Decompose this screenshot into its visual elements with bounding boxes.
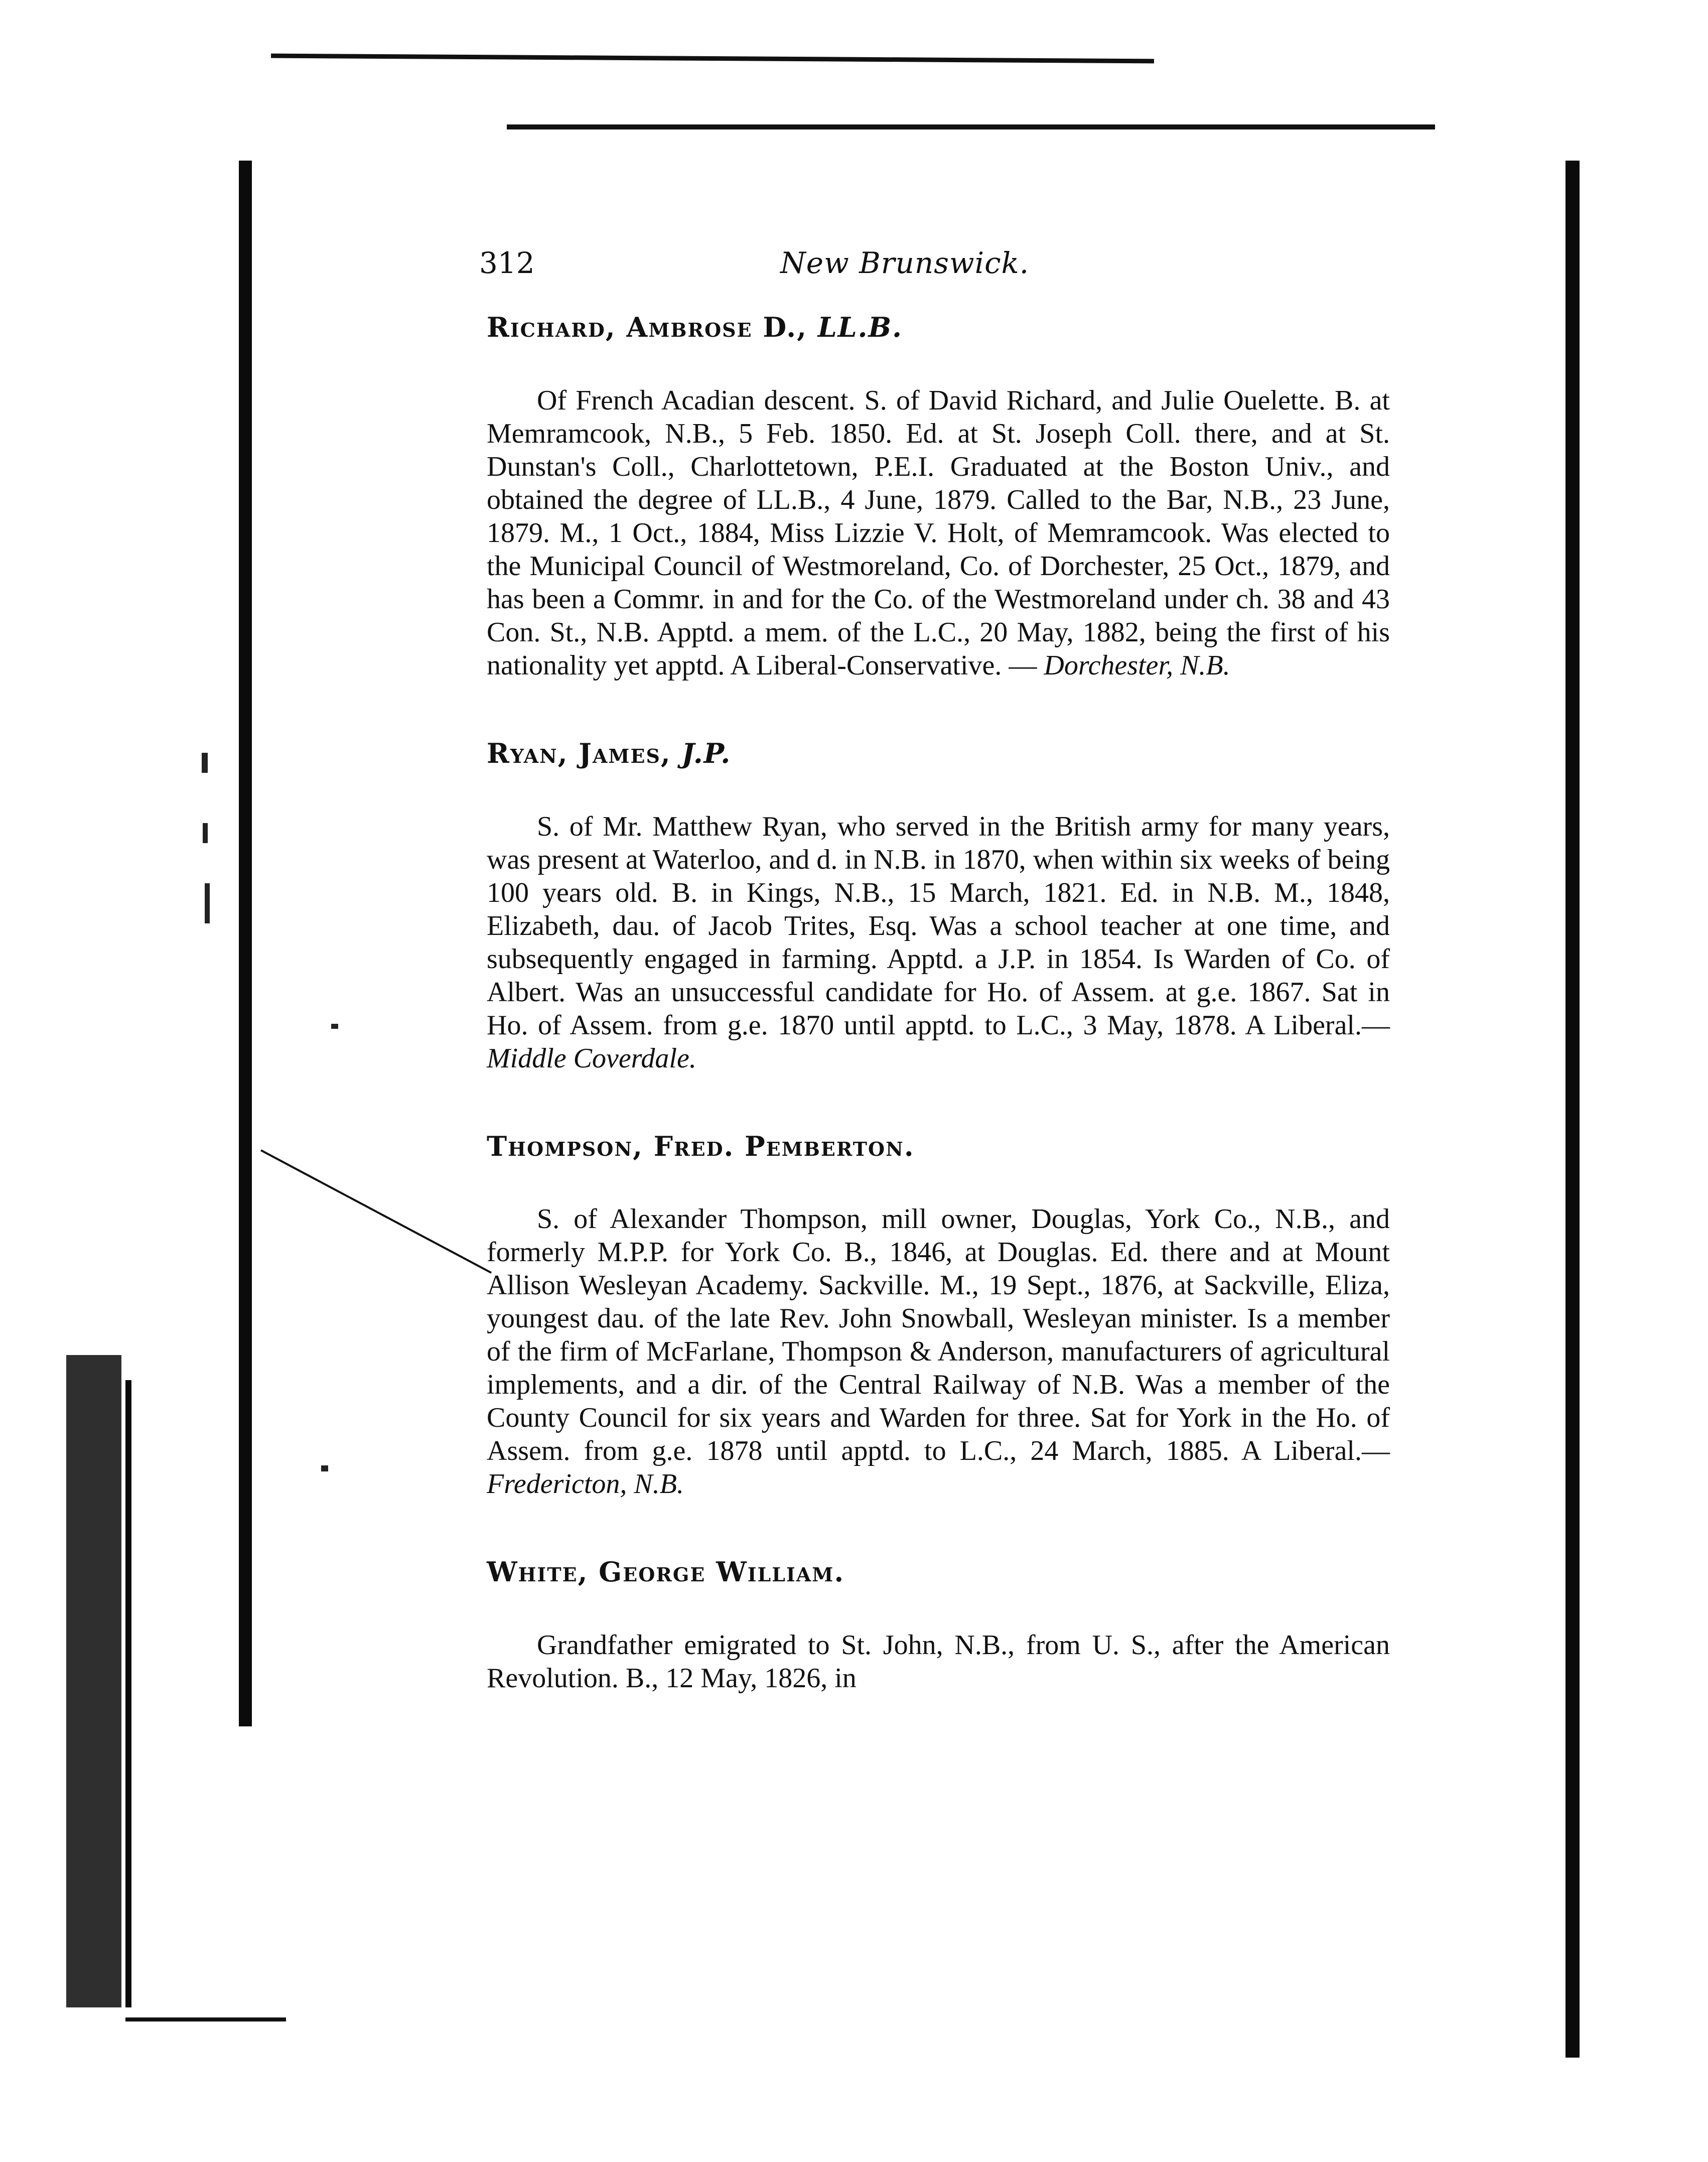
entry-name: Ryan, James, bbox=[487, 737, 671, 769]
entry-name: Richard, Ambrose D., bbox=[487, 311, 807, 343]
entry-text: S. of Alexander Thompson, mill owner, Douglas, York Co., N.B., and formerly M.P.P. for York Co. B., 1846, at Douglas. Ed. there and at Mount Allison Wesleyan Academy. Sackville. M., 19 Sept., 1876, at Sackville, Eliza, youngest dau. of the late Rev. John Snowball, Wesleyan minister. Is a member of the firm of McFarlane, Thompson & Anderson, manufacturers of agricultural implements, and a dir. of the Central Railway of N.B. Was a member of the County Council for six years and Warden for three. Sat for York in the Ho. of Assem. from g.e. 1878 until apptd. to L.C., 24 March, 1885. A Liberal.— bbox=[487, 1203, 1390, 1467]
scan-left-binding-edge bbox=[239, 161, 252, 1726]
entry-thompson bbox=[487, 1130, 1390, 1501]
scan-left-binding-line bbox=[125, 1380, 131, 2007]
entry-white bbox=[487, 1556, 1390, 1695]
entry-credentials: LL.B. bbox=[817, 311, 903, 343]
entry-residence: Middle Coverdale. bbox=[487, 1042, 696, 1074]
entry-residence: Fredericton, N.B. bbox=[487, 1468, 684, 1500]
running-head: New Brunswick. bbox=[780, 246, 1030, 280]
entry-name: Thompson, Fred. Pemberton. bbox=[487, 1130, 915, 1162]
entry-heading bbox=[487, 1130, 1390, 1163]
entry-text: S. of Mr. Matthew Ryan, who served in the British army for many years, was present at Waterloo, and d. in N.B. in 1870, when within six weeks of being 100 years old. B. in Kings, N.B., 15 March, 1821. Ed. in N.B. M., 1848, Elizabeth, dau. of Jacob Trites, Esq. Was a school teacher at one time, and subsequently engaged in farming. Apptd. a J.P. in 1854. Is Warden of Co. of Albert. Was an unsuccessful candidate for Ho. of Assem. at g.e. 1867. Sat in Ho. of Assem. from g.e. 1870 until apptd. to L.C., 3 May, 1878. A Liberal.— bbox=[487, 810, 1390, 1041]
scan-left-binding-shadow bbox=[66, 1355, 121, 2007]
entry-richard bbox=[487, 311, 1390, 682]
scan-speck bbox=[331, 1024, 338, 1029]
entry-text: Grandfather emigrated to St. John, N.B., from U. S., after the American Revolution. B., 12 May, 1826, in bbox=[487, 1630, 1390, 1694]
scan-diagonal-stroke bbox=[260, 1149, 492, 1274]
scan-right-edge bbox=[1565, 161, 1580, 2058]
entry-heading bbox=[487, 737, 1390, 770]
scan-speck bbox=[202, 753, 208, 773]
scan-bottom-left-rule bbox=[125, 2017, 286, 2021]
page-number: 312 bbox=[479, 246, 535, 280]
entry-credentials: J.P. bbox=[681, 737, 732, 769]
entry-body bbox=[487, 384, 1390, 682]
biography-entries bbox=[487, 311, 1390, 1750]
scan-top-rule-long bbox=[507, 124, 1435, 129]
scan-speck bbox=[203, 823, 208, 843]
entry-name: White, George William. bbox=[487, 1556, 845, 1588]
scan-speck bbox=[321, 1465, 328, 1471]
page-header bbox=[479, 246, 1458, 291]
entry-text: Of French Acadian descent. S. of David Richard, and Julie Ouelette. B. at Memramcook, N.B., 5 Feb. 1850. Ed. at St. Joseph Coll. there, and at St. Dunstan's Coll., Charlottetown, P.E.I. Graduated at the Boston Univ., and obtained the degree of LL.B., 4 June, 1879. Called to the Bar, N.B., 23 June, 1879. M., 1 Oct., 1884, Miss Lizzie V. Holt, of Memramcook. Was elected to the Municipal Council of Westmoreland, Co. of Dorchester, 25 Oct., 1879, and has been a Commr. in and for the Co. of the Westmoreland under ch. 38 and 43 Con. St., N.B. Apptd. a mem. of the L.C., 20 May, 1882, being the first of his nationality yet apptd. A Liberal-Conservative. — bbox=[487, 384, 1390, 681]
entry-body bbox=[487, 1629, 1390, 1695]
entry-residence: Dorchester, N.B. bbox=[1044, 649, 1230, 681]
entry-heading bbox=[487, 1556, 1390, 1588]
scan-speck bbox=[205, 883, 210, 923]
entry-body bbox=[487, 810, 1390, 1075]
entry-heading bbox=[487, 311, 1390, 344]
scan-top-rule-short bbox=[271, 54, 1154, 64]
entry-ryan bbox=[487, 737, 1390, 1075]
entry-body bbox=[487, 1202, 1390, 1501]
